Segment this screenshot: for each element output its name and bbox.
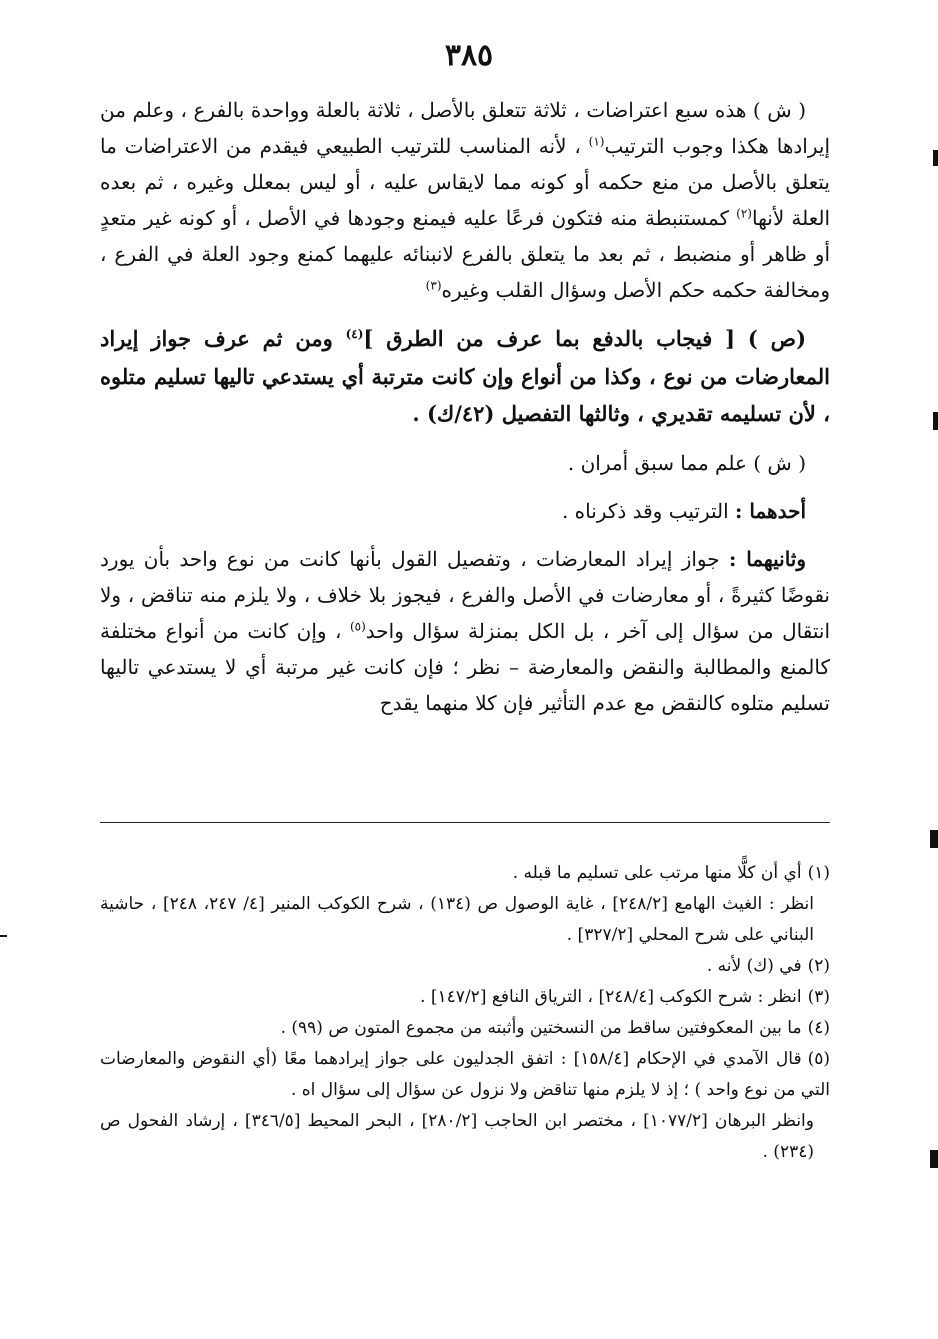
footnote-4	[100, 1013, 830, 1044]
footnote-number: (٥)	[807, 1049, 830, 1069]
footnote-text: ما بين المعكوفتين ساقط من النسختين وأثبته من مجموع المتون ص (٩٩) .	[280, 1018, 802, 1038]
text-run: جواز إيراد المعارضات ، وتفصيل القول بأنها كانت من نوع واحد بأن يورد نقوضًا كثيرةً ، أو معارضات في الأصل والفرع ، فيجوز بلا خلاف ، ولا يلزم منه تناقض ، ولا انتقال من سؤال إلى آخر ، بل الكل بمنزلة سؤال واحد	[100, 546, 830, 643]
footnote-text: في (ك) لأنه .	[706, 956, 802, 976]
footnotes	[100, 858, 830, 1168]
footnote-ref[interactable]: (٥)	[349, 618, 366, 633]
paragraph-first-matter	[100, 493, 830, 529]
scan-mark	[930, 830, 938, 848]
text-run: ( ش ) علم مما سبق أمران .	[567, 450, 806, 475]
footnote-5	[100, 1044, 830, 1106]
text-run: (ص ) [ فيجاب بالدفع بما عرف من الطرق ]	[363, 326, 806, 351]
text-run: ( ش ) هذه سبع اعتراضات ، ثلاثة تتعلق بالأصل ، ثلاثة بالعلة وواحدة بالفرع ، وعلم من إيرادها هكذا وجوب الترتيب	[100, 98, 831, 158]
footnote-number: (٤)	[807, 1018, 830, 1038]
scan-mark	[0, 935, 7, 937]
main-text	[100, 92, 830, 733]
text-run: ومن ثم عرف جواز إيراد المعارضات من نوع ، وكذا من أنواع وإن كانت مترتبة أي يستدعي تاليها تسليم متلوه ، لأن تسليمه تقديري ، وثالثها التفصيل (٤٢/ك) .	[100, 326, 830, 426]
footnote-ref[interactable]: (٤)	[345, 327, 364, 341]
footnote-divider	[100, 822, 830, 823]
footnote-2	[100, 951, 830, 982]
footnote-1-continued	[100, 889, 830, 951]
text-run: الترتيب وقد ذكرناه .	[561, 498, 729, 523]
footnote-number: (١)	[807, 863, 830, 883]
footnote-1	[100, 858, 830, 889]
scan-mark	[933, 412, 938, 430]
footnote-5-continued	[100, 1106, 830, 1168]
footnote-number: (٢)	[807, 956, 830, 976]
footnote-text: انظر : الغيث الهامع [٢٤٨/٢] ، غاية الوصول ص (١٣٤) ، شرح الكوكب المنير [٤/ ٢٤٧، ٢٤٨] ، حاشية البناني على شرح المحلي [٣٢٧/٢] .	[100, 894, 814, 945]
paragraph-commentary-1	[100, 92, 830, 308]
scan-mark	[933, 150, 938, 166]
paragraph-commentary-2	[100, 445, 830, 481]
paragraph-second-matter	[100, 541, 830, 721]
footnote-text: انظر : شرح الكوكب [٢٤٨/٤] ، الترياق النافع [١٤٧/٢] .	[420, 987, 802, 1007]
lead-word: وثانيهما :	[728, 546, 807, 571]
footnote-text: وانظر البرهان [١٠٧٧/٢] ، مختصر ابن الحاجب [٢٨٠/٢] ، البحر المحيط [٣٤٦/٥] ، إرشاد الفحول ص (٢٣٤) .	[100, 1111, 814, 1162]
footnote-ref[interactable]: (٣)	[425, 278, 442, 293]
text-run: ، لأنه المناسب للترتيب الطبيعي فيقدم من الاعتراضات ما يتعلق بالأصل من منع حكمه أو كونه مما لايقاس عليه ، أو ليس بمعلل وغيره ، ثم بعده العلة لأنها	[100, 134, 831, 230]
footnote-text: قال الآمدي في الإحكام [١٥٨/٤] : اتفق الجدليون على جواز إيرادهما معًا (أي النقوض والمعارضات التي من نوع واحد ) ؛ إذ لا يلزم منها تناقض ولا نزول عن سؤال إلى سؤال اه .	[100, 1049, 830, 1100]
lead-word: أحدهما :	[735, 498, 806, 523]
footnote-number: (٣)	[807, 987, 830, 1007]
scan-mark	[930, 1150, 938, 1168]
page-number: ٣٨٥	[444, 38, 494, 73]
text-run: ، وإن كانت من أنواع مختلفة كالمنع والمطالبة والنقض والمعارضة – نظر ؛ فإن كانت غير مرتبة أي لا يستدعي تاليها تسليم متلوه كالنقض مع عدم التأثير فإن كلا منهما يقدح	[100, 618, 830, 715]
paragraph-matn	[100, 320, 830, 433]
footnote-text: أي أن كلًّا منها مرتب على تسليم ما قبله .	[512, 863, 802, 883]
footnote-ref[interactable]: (٢)	[736, 206, 752, 221]
text-run: كمستنبطة منه فتكون فرعًا عليه فيمنع وجودها في الأصل ، أو كونه غير متعدٍ أو ظاهر أو منضبط ، ثم بعد ما يتعلق بالفرع لانبنائه عليهما كمنع وجود العلة في الفرع ، ومخالفة حكمه حكم الأصل وسؤال القلب وغيره	[100, 206, 830, 302]
footnote-3	[100, 982, 830, 1013]
footnote-ref[interactable]: (١)	[588, 134, 605, 149]
